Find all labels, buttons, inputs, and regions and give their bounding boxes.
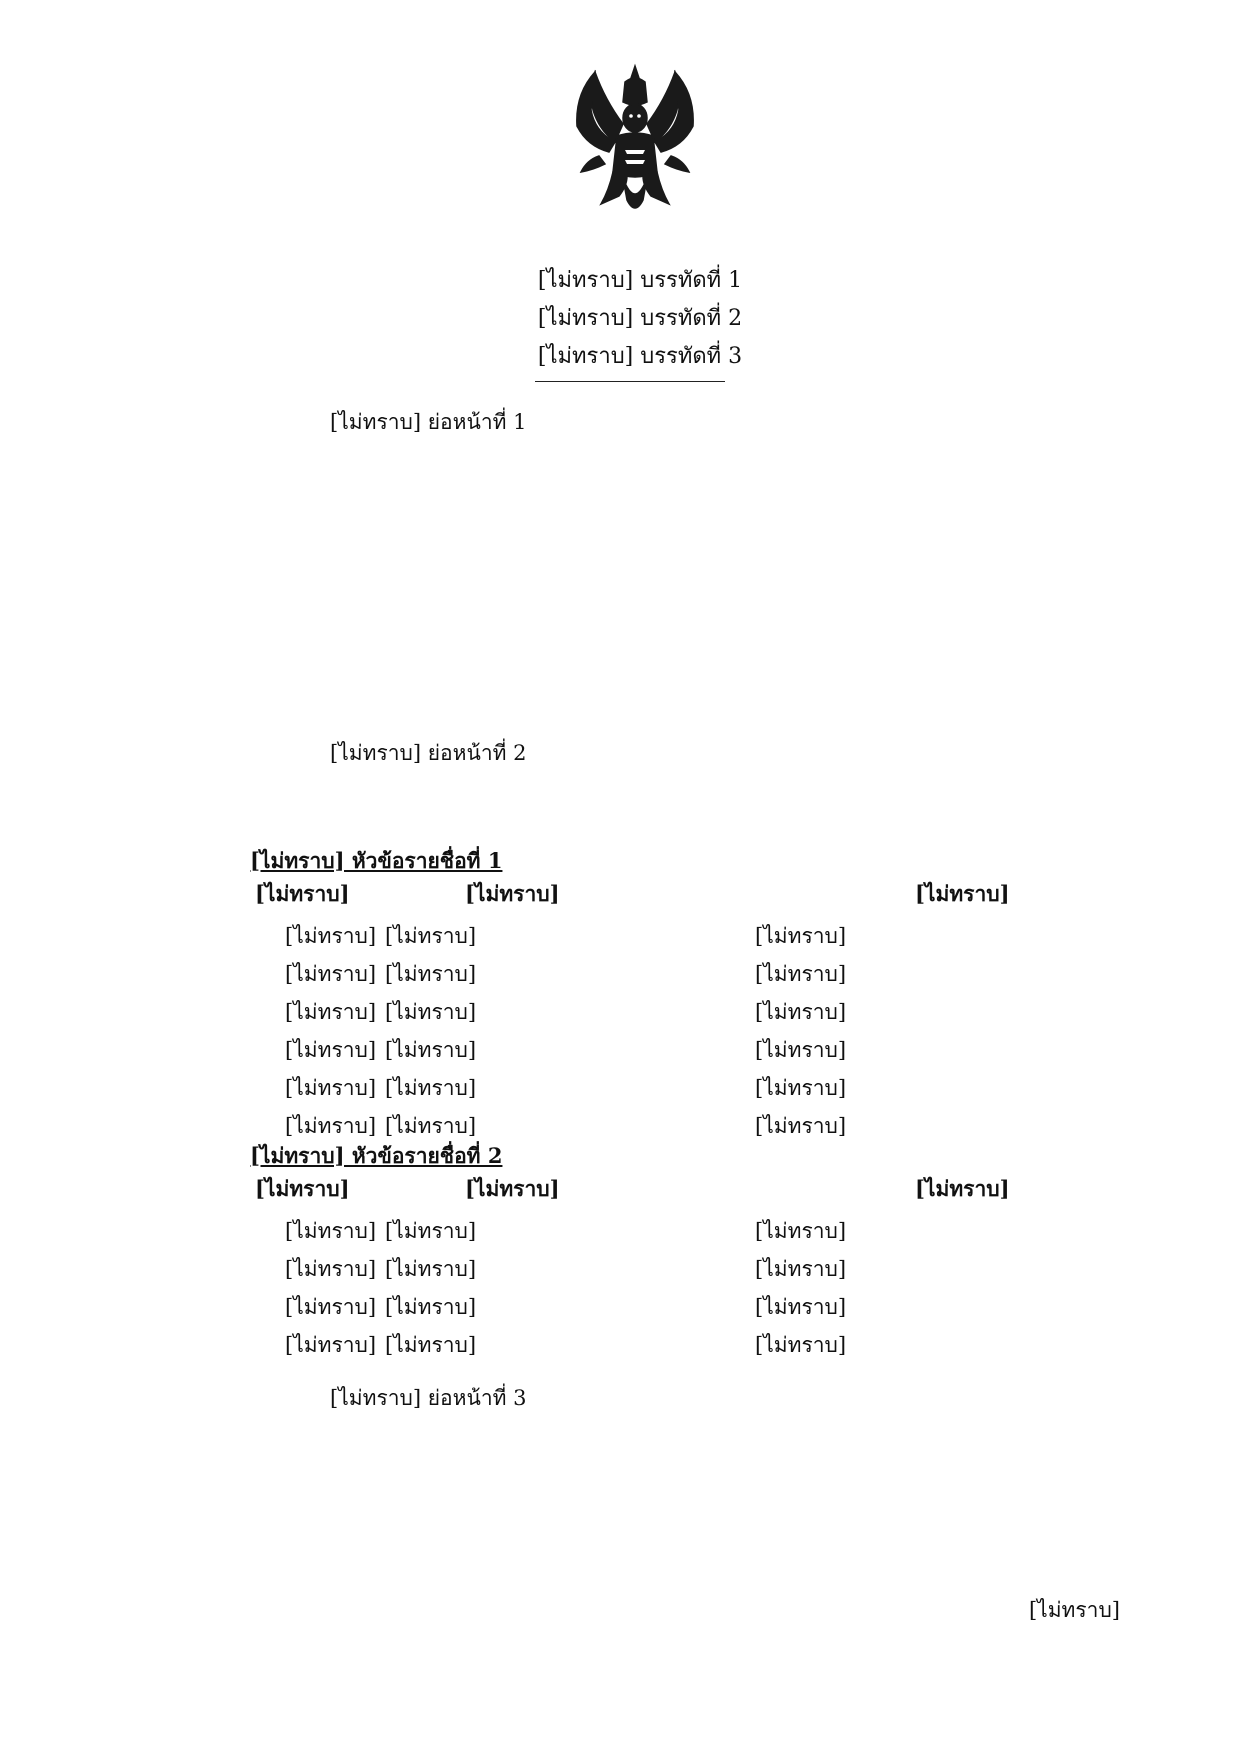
order-number: [ไม่ทราบ] bbox=[285, 1076, 377, 1100]
order-number: [ไม่ทราบ] bbox=[285, 962, 377, 986]
order-number: [ไม่ทราบ] bbox=[285, 1038, 377, 1062]
list-item bbox=[255, 958, 1115, 996]
person-address: [ไม่ทราบ] bbox=[755, 1257, 847, 1281]
person-name: [ไม่ทราบ] bbox=[385, 1038, 477, 1062]
list-item bbox=[255, 1034, 1115, 1072]
reserve-list bbox=[255, 1215, 1115, 1367]
person-address: [ไม่ทราบ] bbox=[755, 924, 847, 948]
order-number: [ไม่ทราบ] bbox=[285, 1114, 377, 1138]
person-address: [ไม่ทราบ] bbox=[755, 1038, 847, 1062]
column-header-order: [ไม่ทราบ] bbox=[255, 1176, 350, 1201]
column-header-name: [ไม่ทราบ] bbox=[465, 1176, 560, 1201]
garuda-emblem-icon bbox=[565, 60, 705, 220]
continuation-note: [ไม่ทราบ] bbox=[1028, 1598, 1120, 1622]
person-name: [ไม่ทราบ] bbox=[385, 1076, 477, 1100]
person-address: [ไม่ทราบ] bbox=[755, 1114, 847, 1138]
order-number: [ไม่ทราบ] bbox=[285, 1219, 377, 1243]
person-name: [ไม่ทราบ] bbox=[385, 1257, 477, 1281]
passed-list-title: [ไม่ทราบ] หัวข้อรายชื่อที่ 1 bbox=[250, 848, 503, 873]
body-paragraph-1: [ไม่ทราบ] ย่อหน้าที่ 1 bbox=[330, 410, 527, 434]
person-name: [ไม่ทราบ] bbox=[385, 1219, 477, 1243]
order-number: [ไม่ทราบ] bbox=[285, 1295, 377, 1319]
order-number: [ไม่ทราบ] bbox=[285, 924, 377, 948]
person-address: [ไม่ทราบ] bbox=[755, 962, 847, 986]
column-header-address: [ไม่ทราบ] bbox=[915, 1176, 1010, 1201]
list-item bbox=[255, 1329, 1115, 1367]
person-name: [ไม่ทราบ] bbox=[385, 1000, 477, 1024]
person-name: [ไม่ทราบ] bbox=[385, 924, 477, 948]
person-name: [ไม่ทราบ] bbox=[385, 1295, 477, 1319]
person-address: [ไม่ทราบ] bbox=[755, 1295, 847, 1319]
column-header-name: [ไม่ทราบ] bbox=[465, 881, 560, 906]
column-header-order: [ไม่ทราบ] bbox=[255, 881, 350, 906]
list-item bbox=[255, 1072, 1115, 1110]
list-item bbox=[255, 1215, 1115, 1253]
person-name: [ไม่ทราบ] bbox=[385, 1333, 477, 1357]
body-paragraph-3: [ไม่ทราบ] ย่อหน้าที่ 3 bbox=[330, 1386, 527, 1410]
person-address: [ไม่ทราบ] bbox=[755, 1333, 847, 1357]
person-address: [ไม่ทราบ] bbox=[755, 1219, 847, 1243]
list-item bbox=[255, 1253, 1115, 1291]
order-number: [ไม่ทราบ] bbox=[285, 1257, 377, 1281]
announcement-issuer: [ไม่ทราบ] บรรทัดที่ 1 bbox=[537, 268, 743, 293]
passed-list bbox=[255, 920, 1115, 1148]
list-item bbox=[255, 920, 1115, 958]
person-address: [ไม่ทราบ] bbox=[755, 1000, 847, 1024]
column-header-address: [ไม่ทราบ] bbox=[915, 881, 1010, 906]
order-number: [ไม่ทราบ] bbox=[285, 1000, 377, 1024]
person-name: [ไม่ทราบ] bbox=[385, 1114, 477, 1138]
body-paragraph-2: [ไม่ทราบ] ย่อหน้าที่ 2 bbox=[330, 741, 527, 765]
person-address: [ไม่ทราบ] bbox=[755, 1076, 847, 1100]
order-number: [ไม่ทราบ] bbox=[285, 1333, 377, 1357]
reserve-list-title: [ไม่ทราบ] หัวข้อรายชื่อที่ 2 bbox=[250, 1143, 503, 1168]
announcement-subject: [ไม่ทราบ] บรรทัดที่ 2 bbox=[537, 306, 743, 331]
list-item bbox=[255, 1291, 1115, 1329]
announcement-project: [ไม่ทราบ] บรรทัดที่ 3 bbox=[537, 344, 743, 369]
heading-divider bbox=[535, 381, 725, 382]
person-name: [ไม่ทราบ] bbox=[385, 962, 477, 986]
list-item bbox=[255, 996, 1115, 1034]
